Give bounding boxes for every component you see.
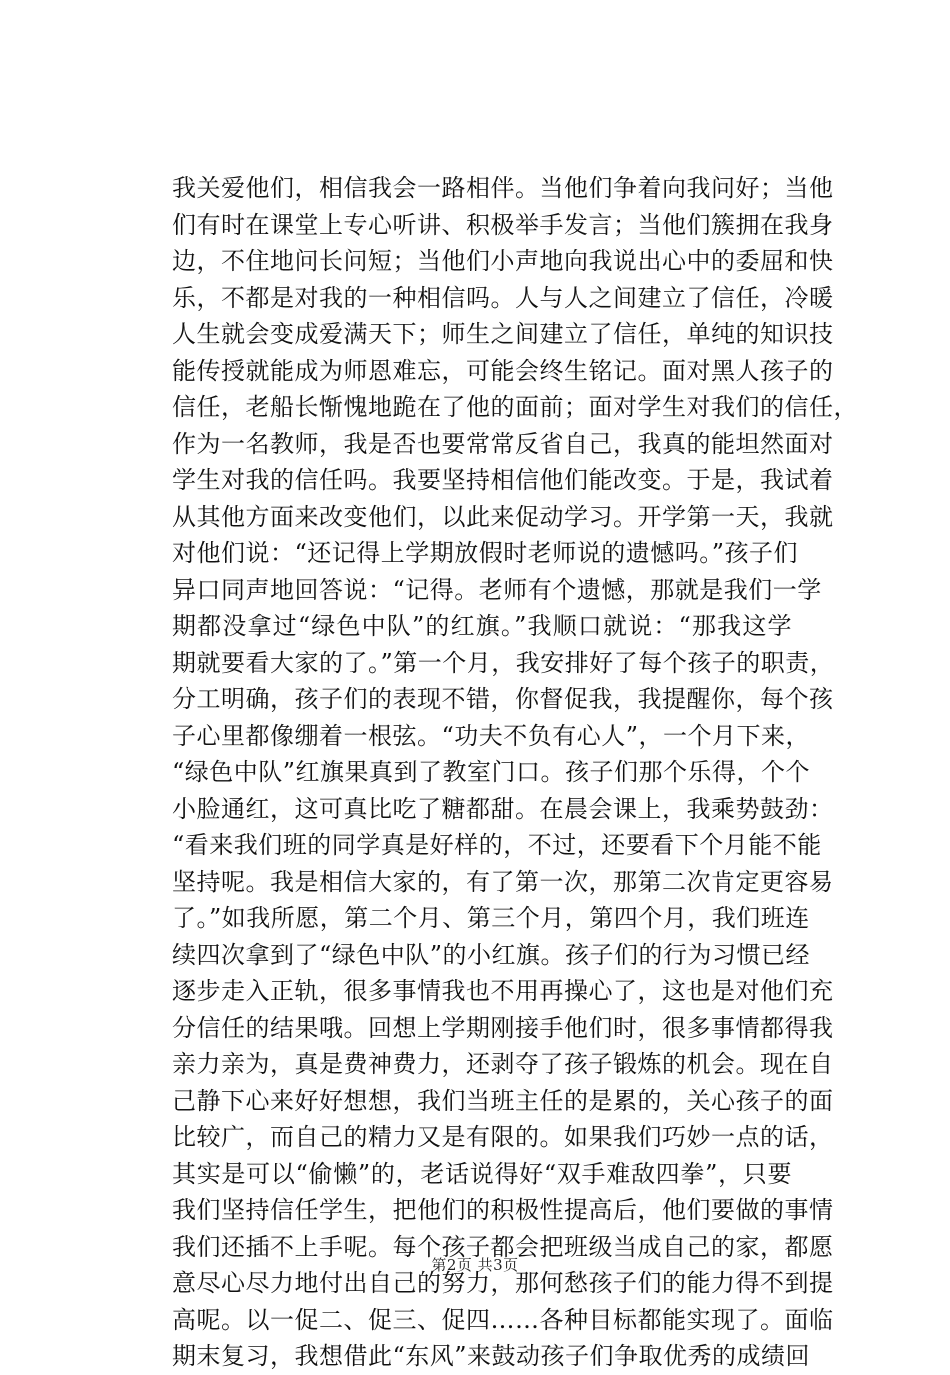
text-line: 己静下心来好好想想，我们当班主任的是累的，关心孩子的面 bbox=[172, 1086, 834, 1115]
text-line: 期都没拿过“绿色中队”的红旗。”我顺口就说：“那我这学 bbox=[172, 612, 792, 640]
text-line: 作为一名教师，我是否也要常常反省自己，我真的能坦然面对 bbox=[172, 429, 834, 458]
text-line: 亲力亲为，真是费神费力，还剥夺了孩子锻炼的机会。现在自 bbox=[172, 1050, 834, 1078]
text-line: 分信任的结果哦。回想上学期刚接手他们时，很多事情都得我 bbox=[172, 1013, 834, 1042]
body-text bbox=[172, 170, 858, 1375]
text-line: 子心里都像绷着一根弦。“功夫不负有心人”，一个月下来， bbox=[172, 721, 811, 750]
text-line: 逐步走入正轨，很多事情我也不用再操心了，这也是对他们充 bbox=[172, 977, 834, 1005]
text-line: “看来我们班的同学真是好样的，不过，还要看下个月能不能 bbox=[172, 831, 822, 859]
text-line: 人生就会变成爱满天下；师生之间建立了信任，单纯的知识技 bbox=[172, 320, 834, 348]
text-line: 对他们说：“还记得上学期放假时老师说的遗憾吗。”孩子们 bbox=[172, 539, 799, 567]
text-line: “绿色中队”红旗果真到了教室门口。孩子们那个乐得，个个 bbox=[172, 758, 811, 786]
page-footer: 第2页 共3页 bbox=[431, 1256, 519, 1274]
text-line: 分工明确，孩子们的表现不错，你督促我，我提醒你，每个孩 bbox=[172, 685, 834, 713]
text-line: 小脸通红，这可真比吃了糖都甜。在晨会课上，我乘势鼓劲： bbox=[172, 794, 834, 823]
text-line: 们有时在课堂上专心听讲、积极举手发言；当他们簇拥在我身 bbox=[172, 210, 834, 239]
text-line: 能传授就能成为师恩难忘，可能会终生铭记。面对黑人孩子的 bbox=[172, 356, 834, 385]
text-line: 高呢。以一促二、促三、促四……各种目标都能实现了。面临 bbox=[172, 1305, 834, 1334]
text-line: 坚持呢。我是相信大家的，有了第一次，那第二次肯定更容易 bbox=[172, 867, 834, 896]
text-line: 边，不住地问长问短；当他们小声地向我说出心中的委屈和快 bbox=[172, 247, 834, 275]
text-line: 异口同声地回答说：“记得。老师有个遗憾，那就是我们一学 bbox=[172, 575, 822, 604]
text-line: 比较广，而自己的精力又是有限的。如果我们巧妙一点的话， bbox=[172, 1123, 834, 1151]
text-line: 续四次拿到了“绿色中队”的小红旗。孩子们的行为习惯已经 bbox=[172, 940, 811, 969]
text-line: 乐，不都是对我的一种相信吗。人与人之间建立了信任，冷暖 bbox=[172, 283, 834, 312]
text-line: 我们还插不上手呢。每个孩子都会把班级当成自己的家，都愿 bbox=[172, 1232, 834, 1261]
text-line: 意尽心尽力地付出自己的努力，那何愁孩子们的能力得不到提 bbox=[172, 1269, 834, 1297]
text-line: 信任，老船长惭愧地跪在了他的面前；面对学生对我们的信任， bbox=[172, 393, 858, 421]
text-line: 其实是可以“偷懒”的，老话说得好“双手难敌四拳”，只要 bbox=[172, 1159, 792, 1188]
text-line: 学生对我的信任吗。我要坚持相信他们能改变。于是，我试着 bbox=[172, 466, 834, 494]
text-line: 了。”如我所愿，第二个月、第三个月，第四个月，我们班连 bbox=[172, 904, 810, 932]
text-line: 期末复习，我想借此“东风”来鼓动孩子们争取优秀的成绩回 bbox=[172, 1342, 811, 1370]
text-line: 从其他方面来改变他们，以此来促动学习。开学第一天，我就 bbox=[172, 502, 834, 531]
text-line: 我们坚持信任学生，把他们的积极性提高后，他们要做的事情 bbox=[172, 1196, 834, 1224]
text-line: 期就要看大家的了。”第一个月，我安排好了每个孩子的职责， bbox=[172, 648, 835, 677]
text-line: 我关爱他们，相信我会一路相伴。当他们争着向我问好；当他 bbox=[172, 174, 834, 202]
